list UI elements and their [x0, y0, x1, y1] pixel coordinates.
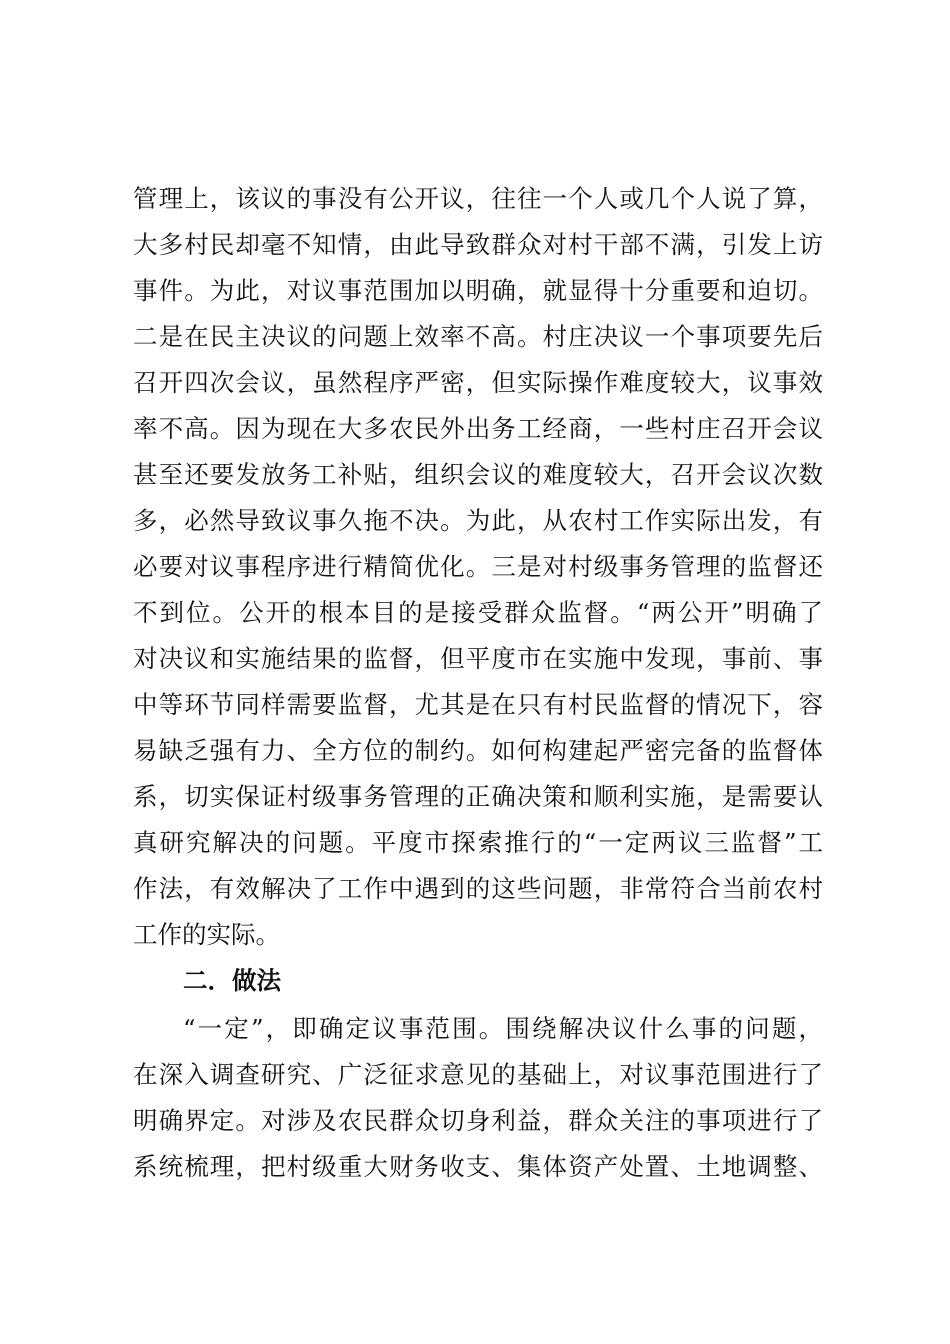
- text-line: 系统梳理，把村级重大财务收支、集体资产处置、土地调整、: [133, 1152, 823, 1181]
- text-line: 甚至还要发放务工补贴，组织会议的难度较大，召开会议次数: [133, 460, 823, 489]
- text-line: 二是在民主决议的问题上效率不高。村庄决议一个事项要先后: [133, 322, 823, 351]
- text-line: 作法，有效解决了工作中遇到的这些问题，非常符合当前农村: [133, 874, 823, 903]
- text-line: 对决议和实施结果的监督，但平度市在实施中发现，事前、事: [133, 644, 823, 673]
- section-heading: 二．做法: [183, 966, 281, 995]
- text-line: 在深入调查研究、广泛征求意见的基础上，对议事范围进行了: [133, 1060, 823, 1089]
- text-line: 必要对议事程序进行精简优化。三是对村级事务管理的监督还: [133, 552, 823, 581]
- text-line: 系，切实保证村级事务管理的正确决策和顺利实施，是需要认: [133, 782, 823, 811]
- text-line: 率不高。因为现在大多农民外出务工经商，一些村庄召开会议: [133, 414, 823, 443]
- paragraph-method: [133, 1006, 823, 1190]
- text-line: 多，必然导致议事久拖不决。为此，从农村工作实际出发，有: [133, 506, 823, 535]
- text-line: 易缺乏强有力、全方位的制约。如何构建起严密完备的监督体: [133, 736, 823, 765]
- text-line: 不到位。公开的根本目的是接受群众监督。“两公开”明确了: [133, 598, 823, 627]
- text-line: 真研究解决的问题。平度市探索推行的“一定两议三监督”工: [133, 828, 823, 857]
- text-line: 管理上，该议的事没有公开议，往往一个人或几个人说了算，: [133, 184, 823, 213]
- text-line: 明确界定。对涉及农民群众切身利益，群众关注的事项进行了: [133, 1106, 823, 1135]
- text-line: “一定”，即确定议事范围。围绕解决议什么事的问题，: [183, 1014, 823, 1043]
- text-line: 召开四次会议，虽然程序严密，但实际操作难度较大，议事效: [133, 368, 823, 397]
- text-line: 事件。为此，对议事范围加以明确，就显得十分重要和迫切。: [133, 276, 823, 305]
- text-line: 工作的实际。: [133, 920, 280, 949]
- text-line: 大多村民却毫不知情，由此导致群众对村干部不满，引发上访: [133, 230, 823, 259]
- paragraph-continuation: [133, 176, 823, 958]
- text-line: 中等环节同样需要监督，尤其是在只有村民监督的情况下，容: [133, 690, 823, 719]
- section-heading-block: [133, 958, 823, 1004]
